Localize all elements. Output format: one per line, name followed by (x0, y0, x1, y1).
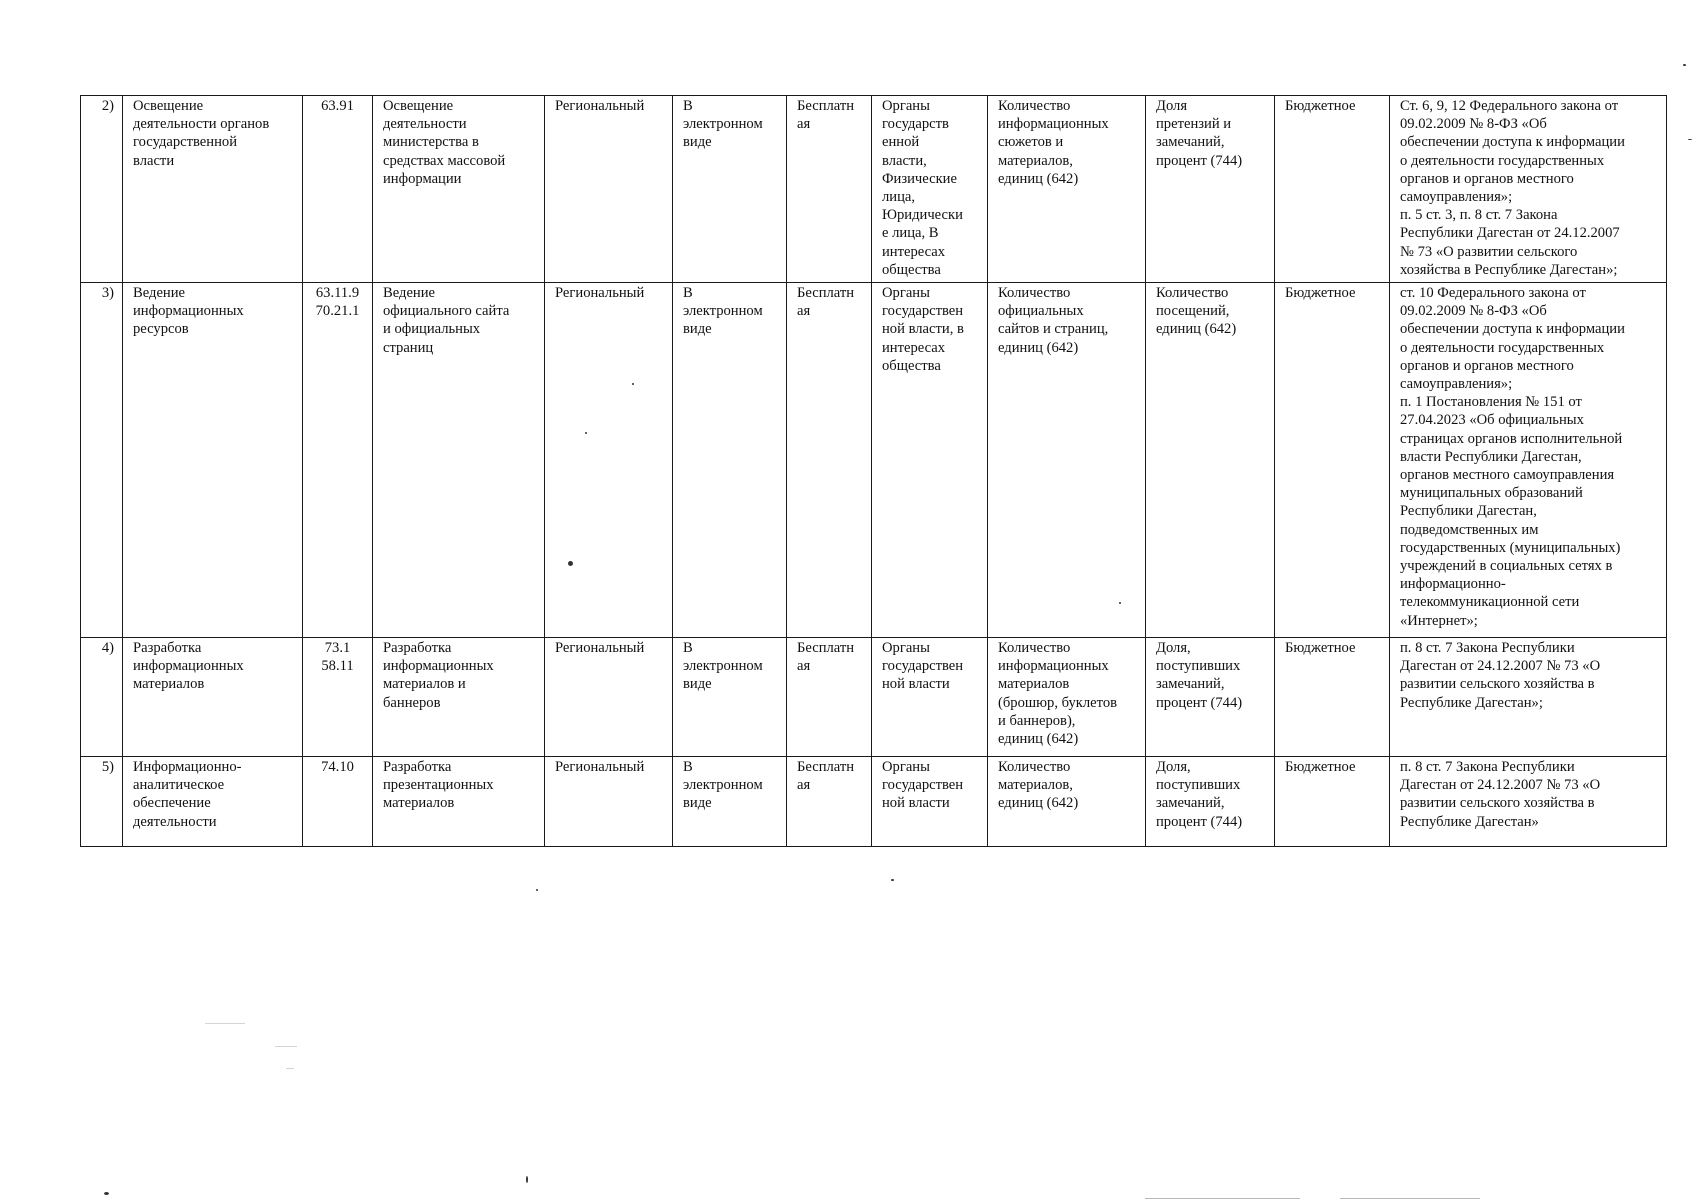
scan-speck (568, 561, 573, 566)
service-content: Ведение официального сайта и официальных страниц (373, 283, 545, 638)
provision-form: В электронном виде (673, 638, 787, 757)
service-content: Освещение деятельности министерства в средствах массовой информации (373, 96, 545, 283)
funding-type: Бюджетное (1275, 638, 1390, 757)
row-number: 4) (81, 638, 123, 757)
consumer-category: Органы государствен ной власти (872, 638, 988, 757)
volume-indicator: Количество информационных материалов (брошюр, буклетов и баннеров), единиц (642) (988, 638, 1146, 757)
funding-type: Бюджетное (1275, 96, 1390, 283)
scan-speck (632, 383, 634, 385)
scan-speck (1683, 64, 1686, 66)
scan-mark (275, 1046, 297, 1047)
scan-speck (526, 1176, 528, 1183)
quality-indicator: Количество посещений, единиц (642) (1146, 283, 1275, 638)
service-level: Региональный (545, 283, 673, 638)
service-name: Информационно- аналитическое обеспечение деятельности (123, 757, 303, 847)
service-name: Освещение деятельности органов государственной власти (123, 96, 303, 283)
service-level: Региональный (545, 638, 673, 757)
payment-type: Бесплатн ая (787, 96, 872, 283)
service-level: Региональный (545, 757, 673, 847)
volume-indicator: Количество материалов, единиц (642) (988, 757, 1146, 847)
scan-speck (104, 1192, 109, 1195)
provision-form: В электронном виде (673, 283, 787, 638)
scan-mark (1145, 1198, 1300, 1199)
consumer-category: Органы государствен ной власти, в интересах общества (872, 283, 988, 638)
scan-speck (536, 889, 538, 891)
consumer-category: Органы государств енной власти, Физические лица, Юридически е лица, В интересах общества (872, 96, 988, 283)
legal-basis: ст. 10 Федерального закона от 09.02.2009 № 8-ФЗ «Об обеспечении доступа к информации о деятельности государственных органов и органов местного самоуправления»; п. 1 Постановления № 151 от 27.04.2023 «Об официальных страницах органов исполнительной власти Республики Дагестан, органов местного самоуправления муниципальных образований Республики Дагестан, подведомственных им государственных (муниципальных) учреждений в социальных сетях в информационно- телекоммуникационной сети «Интернет»; (1390, 283, 1667, 638)
service-content: Разработка презентационных материалов (373, 757, 545, 847)
funding-type: Бюджетное (1275, 283, 1390, 638)
funding-type: Бюджетное (1275, 757, 1390, 847)
payment-type: Бесплатн ая (787, 638, 872, 757)
scan-speck (891, 879, 894, 881)
quality-indicator: Доля претензий и замечаний, процент (744) (1146, 96, 1275, 283)
volume-indicator: Количество официальных сайтов и страниц, единиц (642) (988, 283, 1146, 638)
scan-speck (1119, 602, 1121, 604)
legal-basis: п. 8 ст. 7 Закона Республики Дагестан от 24.12.2007 № 73 «О развитии сельского хозяйства в Республике Дагестан»; (1390, 638, 1667, 757)
service-level: Региональный (545, 96, 673, 283)
table-row (81, 638, 1667, 757)
provision-form: В электронном виде (673, 757, 787, 847)
table-row (81, 757, 1667, 847)
scan-speck (585, 432, 587, 434)
consumer-category: Органы государствен ной власти (872, 757, 988, 847)
okved-code: 74.10 (303, 757, 373, 847)
row-number: 3) (81, 283, 123, 638)
table-row (81, 283, 1667, 638)
scan-mark (1340, 1198, 1480, 1199)
payment-type: Бесплатн ая (787, 283, 872, 638)
scan-speck (1688, 139, 1692, 140)
legal-basis: п. 8 ст. 7 Закона Республики Дагестан от 24.12.2007 № 73 «О развитии сельского хозяйства в Республике Дагестан» (1390, 757, 1667, 847)
quality-indicator: Доля, поступивших замечаний, процент (744) (1146, 638, 1275, 757)
legal-basis: Ст. 6, 9, 12 Федерального закона от 09.02.2009 № 8-ФЗ «Об обеспечении доступа к информации о деятельности государственных органов и органов местного самоуправления»; п. 5 ст. 3, п. 8 ст. 7 Закона Республики Дагестан от 24.12.2007 № 73 «О развитии сельского хозяйства в Республике Дагестан»; (1390, 96, 1667, 283)
payment-type: Бесплатн ая (787, 757, 872, 847)
row-number: 5) (81, 757, 123, 847)
quality-indicator: Доля, поступивших замечаний, процент (744) (1146, 757, 1275, 847)
okved-code: 63.91 (303, 96, 373, 283)
services-registry-table (80, 95, 1667, 847)
service-name: Разработка информационных материалов (123, 638, 303, 757)
okved-code: 73.1 58.11 (303, 638, 373, 757)
volume-indicator: Количество информационных сюжетов и материалов, единиц (642) (988, 96, 1146, 283)
scan-mark (286, 1068, 294, 1069)
okved-code: 63.11.9 70.21.1 (303, 283, 373, 638)
provision-form: В электронном виде (673, 96, 787, 283)
scan-mark (205, 1023, 245, 1024)
row-number: 2) (81, 96, 123, 283)
table-row (81, 96, 1667, 283)
service-content: Разработка информационных материалов и баннеров (373, 638, 545, 757)
service-name: Ведение информационных ресурсов (123, 283, 303, 638)
